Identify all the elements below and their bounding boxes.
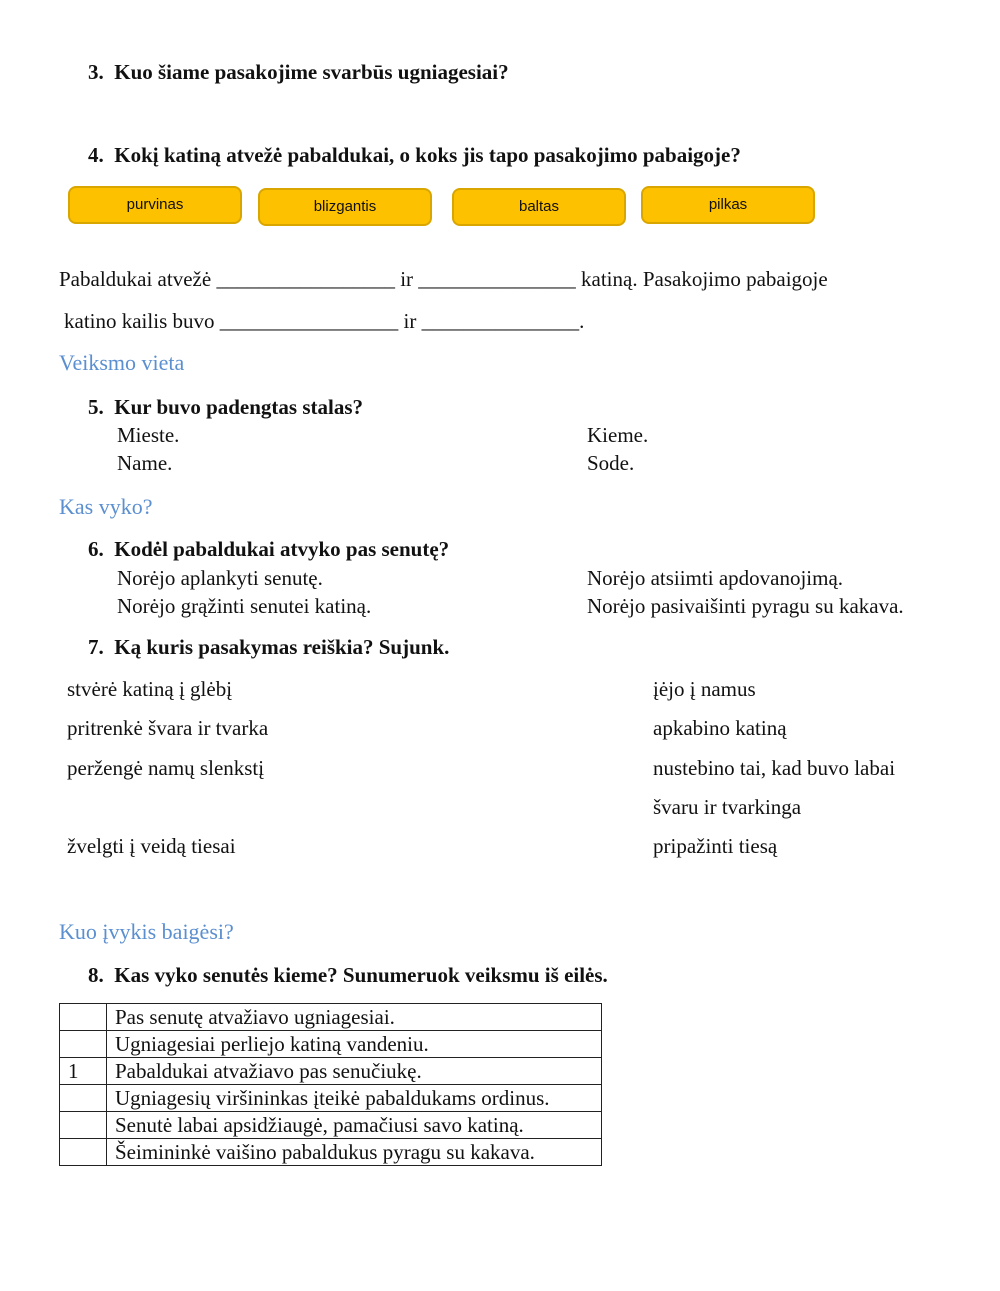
answer-option[interactable]: Norėjo aplankyti senutę. bbox=[117, 566, 323, 590]
section-heading-place: Veiksmo vieta bbox=[59, 350, 185, 375]
match-right-item[interactable]: švaru ir tvarkinga bbox=[653, 795, 802, 819]
question-6 bbox=[88, 537, 449, 562]
blank-field[interactable]: _______________ bbox=[418, 267, 576, 291]
question-text: Kur buvo padengtas stalas? bbox=[114, 395, 364, 419]
match-right-item[interactable]: nustebino tai, kad buvo labai bbox=[653, 756, 896, 780]
sentence-text: ir bbox=[403, 309, 417, 333]
order-number-input[interactable] bbox=[60, 1112, 107, 1139]
table-row bbox=[60, 1085, 602, 1112]
blank-field[interactable]: _________________ bbox=[216, 267, 395, 291]
question-7 bbox=[88, 635, 449, 660]
fill-sentence-2 bbox=[64, 309, 584, 334]
question-text: Kuo šiame pasakojime svarbūs ugniagesiai? bbox=[114, 60, 509, 84]
sentence-text: katiną. Pasakojimo pabaigoje bbox=[581, 267, 828, 291]
event-text: Šeimininkė vaišino pabaldukus pyragu su kakava. bbox=[107, 1139, 602, 1166]
sentence-text: ir bbox=[400, 267, 414, 291]
match-left-item[interactable]: stvėrė katiną į glėbį bbox=[67, 677, 233, 701]
event-text: Senutė labai apsidžiaugė, pamačiusi savo katiną. bbox=[107, 1112, 602, 1139]
question-number: 6. bbox=[88, 537, 104, 561]
question-4 bbox=[88, 143, 741, 168]
question-number: 5. bbox=[88, 395, 104, 419]
event-text: Pabaldukai atvažiavo pas senučiukę. bbox=[107, 1058, 602, 1085]
table-row bbox=[60, 1004, 602, 1031]
match-left-item[interactable]: žvelgti į veidą tiesai bbox=[67, 834, 236, 858]
match-right-item[interactable]: pripažinti tiesą bbox=[653, 834, 778, 858]
table-row bbox=[60, 1139, 602, 1166]
sentence-text: Pabaldukai atvežė bbox=[59, 267, 212, 291]
event-text: Ugniagesių viršininkas įteikė pabaldukams ordinus. bbox=[107, 1085, 602, 1112]
table-row bbox=[60, 1058, 602, 1085]
section-heading-events: Kas vyko? bbox=[59, 494, 153, 519]
blank-field[interactable]: _______________. bbox=[421, 309, 585, 333]
answer-option[interactable]: Norėjo grąžinti senutei katiną. bbox=[117, 594, 372, 618]
question-text: Kodėl pabaldukai atvyko pas senutę? bbox=[114, 537, 450, 561]
order-number-input[interactable] bbox=[60, 1139, 107, 1166]
sequence-table bbox=[59, 1003, 602, 1166]
answer-option[interactable]: Mieste. bbox=[117, 423, 180, 447]
question-3 bbox=[88, 60, 509, 85]
order-number-input[interactable] bbox=[60, 1031, 107, 1058]
word-option-baltas[interactable]: baltas bbox=[452, 188, 626, 226]
question-text: Kas vyko senutės kieme? Sunumeruok veiksmu iš eilės. bbox=[114, 963, 608, 987]
event-text: Pas senutę atvažiavo ugniagesiai. bbox=[107, 1004, 602, 1031]
order-number-input[interactable]: 1 bbox=[60, 1058, 107, 1085]
answer-option[interactable]: Kieme. bbox=[587, 423, 649, 447]
question-5 bbox=[88, 395, 363, 420]
question-text: Kokį katiną atvežė pabaldukai, o koks jis tapo pasakojimo pabaigoje? bbox=[114, 143, 741, 167]
question-number: 8. bbox=[88, 963, 104, 987]
word-option-pilkas[interactable]: pilkas bbox=[641, 186, 815, 224]
word-option-purvinas[interactable]: purvinas bbox=[68, 186, 242, 224]
question-8 bbox=[88, 963, 608, 988]
event-text: Ugniagesiai perliejo katiną vandeniu. bbox=[107, 1031, 602, 1058]
section-heading-ending: Kuo įvykis baigėsi? bbox=[59, 919, 234, 944]
order-number-input[interactable] bbox=[60, 1085, 107, 1112]
answer-option[interactable]: Sode. bbox=[587, 451, 635, 475]
answer-option[interactable]: Norėjo pasivaišinti pyragu su kakava. bbox=[587, 594, 904, 618]
answer-option[interactable]: Name. bbox=[117, 451, 173, 475]
match-right-item[interactable]: apkabino katiną bbox=[653, 716, 787, 740]
word-option-blizgantis[interactable]: blizgantis bbox=[258, 188, 432, 226]
fill-sentence-1 bbox=[59, 267, 828, 292]
sentence-text: katino kailis buvo bbox=[64, 309, 215, 333]
question-number: 7. bbox=[88, 635, 104, 659]
question-number: 4. bbox=[88, 143, 104, 167]
blank-field[interactable]: _________________ bbox=[219, 309, 399, 333]
table-row bbox=[60, 1031, 602, 1058]
match-right-item[interactable]: įėjo į namus bbox=[653, 677, 756, 701]
match-left-item[interactable]: pritrenkė švara ir tvarka bbox=[67, 716, 269, 740]
table-row bbox=[60, 1112, 602, 1139]
match-left-item[interactable]: peržengė namų slenkstį bbox=[67, 756, 265, 780]
question-text: Ką kuris pasakymas reiškia? Sujunk. bbox=[114, 635, 450, 659]
answer-option[interactable]: Norėjo atsiimti apdovanojimą. bbox=[587, 566, 844, 590]
question-number: 3. bbox=[88, 60, 104, 84]
order-number-input[interactable] bbox=[60, 1004, 107, 1031]
